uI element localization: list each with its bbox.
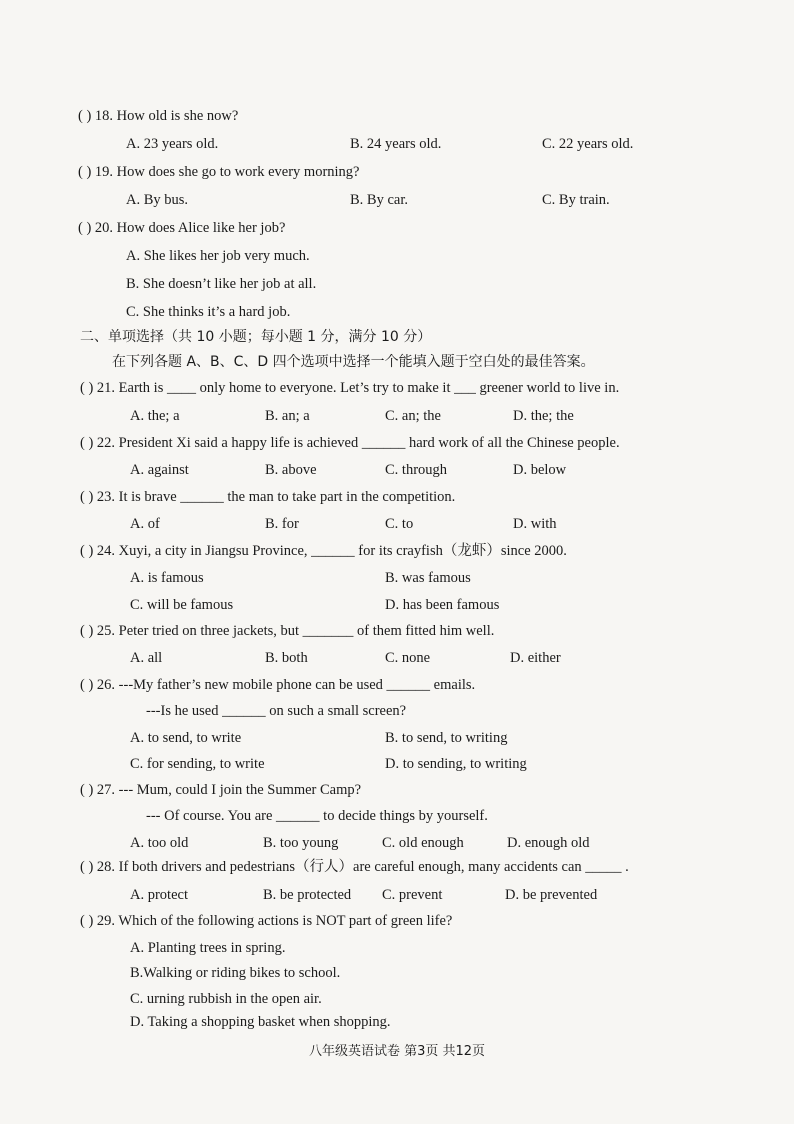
q22-option-d[interactable]: D. below bbox=[513, 462, 567, 478]
q23-option-d[interactable]: D. with bbox=[513, 516, 557, 532]
q20-option-c[interactable]: C. She thinks it’s a hard job. bbox=[126, 304, 291, 320]
q27-option-a[interactable]: A. too old bbox=[130, 835, 189, 851]
q18-option-c[interactable]: C. 22 years old. bbox=[542, 136, 634, 152]
q23-option-c[interactable]: C. to bbox=[385, 516, 414, 532]
q26-option-d[interactable]: D. to sending, to writing bbox=[385, 756, 527, 772]
question-28-stem: ( ) 28. If both drivers and pedestrians（行人）are careful enough, many accidents can _____ . bbox=[80, 859, 629, 875]
q29-option-b[interactable]: B.Walking or riding bikes to school. bbox=[130, 965, 341, 981]
question-20-stem: ( ) 20. How does Alice like her job? bbox=[78, 220, 286, 236]
q27-option-c[interactable]: C. old enough bbox=[382, 835, 464, 851]
q24-option-b[interactable]: B. was famous bbox=[385, 570, 471, 586]
q29-option-a[interactable]: A. Planting trees in spring. bbox=[130, 940, 286, 956]
question-26-stem: ( ) 26. ---My father’s new mobile phone can be used ______ emails. bbox=[80, 677, 476, 693]
question-22-stem: ( ) 22. President Xi said a happy life is achieved ______ hard work of all the Chinese people. bbox=[80, 435, 620, 451]
q19-option-b[interactable]: B. By car. bbox=[350, 192, 408, 208]
q22-option-b[interactable]: B. above bbox=[265, 462, 317, 478]
q18-option-a[interactable]: A. 23 years old. bbox=[126, 136, 219, 152]
q22-option-a[interactable]: A. against bbox=[130, 462, 189, 478]
q28-option-a[interactable]: A. protect bbox=[130, 887, 188, 903]
q25-option-d[interactable]: D. either bbox=[510, 650, 561, 666]
q25-option-b[interactable]: B. both bbox=[265, 650, 308, 666]
q27-option-b[interactable]: B. too young bbox=[263, 835, 339, 851]
question-27-stem-2: --- Of course. You are ______ to decide things by yourself. bbox=[146, 808, 488, 824]
q26-option-b[interactable]: B. to send, to writing bbox=[385, 730, 508, 746]
q23-option-b[interactable]: B. for bbox=[265, 516, 299, 532]
q27-option-d[interactable]: D. enough old bbox=[507, 835, 590, 851]
question-26-stem-2: ---Is he used ______ on such a small screen? bbox=[146, 703, 407, 719]
q25-option-c[interactable]: C. none bbox=[385, 650, 431, 666]
q20-option-a[interactable]: A. She likes her job very much. bbox=[126, 248, 310, 264]
q26-option-a[interactable]: A. to send, to write bbox=[130, 730, 242, 746]
q23-option-a[interactable]: A. of bbox=[130, 516, 160, 532]
q18-option-b[interactable]: B. 24 years old. bbox=[350, 136, 442, 152]
q28-option-d[interactable]: D. be prevented bbox=[505, 887, 598, 903]
q29-option-d[interactable]: D. Taking a shopping basket when shopping. bbox=[130, 1014, 391, 1030]
question-24-stem: ( ) 24. Xuyi, a city in Jiangsu Province, ______ for its crayfish（龙虾）since 2000. bbox=[80, 543, 567, 559]
q19-option-a[interactable]: A. By bus. bbox=[126, 192, 189, 208]
q28-option-c[interactable]: C. prevent bbox=[382, 887, 443, 903]
question-18-stem: ( ) 18. How old is she now? bbox=[78, 108, 239, 124]
q21-option-b[interactable]: B. an; a bbox=[265, 408, 310, 424]
q21-option-c[interactable]: C. an; the bbox=[385, 408, 441, 424]
question-23-stem: ( ) 23. It is brave ______ the man to take part in the competition. bbox=[80, 489, 456, 505]
q24-option-c[interactable]: C. will be famous bbox=[130, 597, 234, 613]
q21-option-d[interactable]: D. the; the bbox=[513, 408, 574, 424]
q29-option-c[interactable]: C. urning rubbish in the open air. bbox=[130, 991, 322, 1007]
q21-option-a[interactable]: A. the; a bbox=[130, 408, 180, 424]
q25-option-a[interactable]: A. all bbox=[130, 650, 163, 666]
q22-option-c[interactable]: C. through bbox=[385, 462, 448, 478]
q28-option-b[interactable]: B. be protected bbox=[263, 887, 352, 903]
question-27-stem: ( ) 27. --- Mum, could I join the Summer Camp? bbox=[80, 782, 362, 798]
question-21-stem: ( ) 21. Earth is ____ only home to everyone. Let’s try to make it ___ greener world to live in. bbox=[80, 380, 620, 396]
question-25-stem: ( ) 25. Peter tried on three jackets, but _______ of them fitted him well. bbox=[80, 623, 495, 639]
q24-option-d[interactable]: D. has been famous bbox=[385, 597, 500, 613]
q20-option-b[interactable]: B. She doesn’t like her job at all. bbox=[126, 276, 317, 292]
q24-option-a[interactable]: A. is famous bbox=[130, 570, 204, 586]
q19-option-c[interactable]: C. By train. bbox=[542, 192, 610, 208]
question-19-stem: ( ) 19. How does she go to work every morning? bbox=[78, 164, 360, 180]
page-footer: 八年级英语试卷 第3页 共12页 bbox=[308, 1044, 486, 1059]
question-29-stem: ( ) 29. Which of the following actions is NOT part of green life? bbox=[80, 913, 453, 929]
section-2-instruction: 在下列各题 A、B、C、D 四个选项中选择一个能填入题于空白处的最佳答案。 bbox=[112, 354, 595, 370]
section-2-title: 二、单项选择（共 10 小题；每小题 1 分，满分 10 分） bbox=[80, 329, 432, 345]
q26-option-c[interactable]: C. for sending, to write bbox=[130, 756, 265, 772]
